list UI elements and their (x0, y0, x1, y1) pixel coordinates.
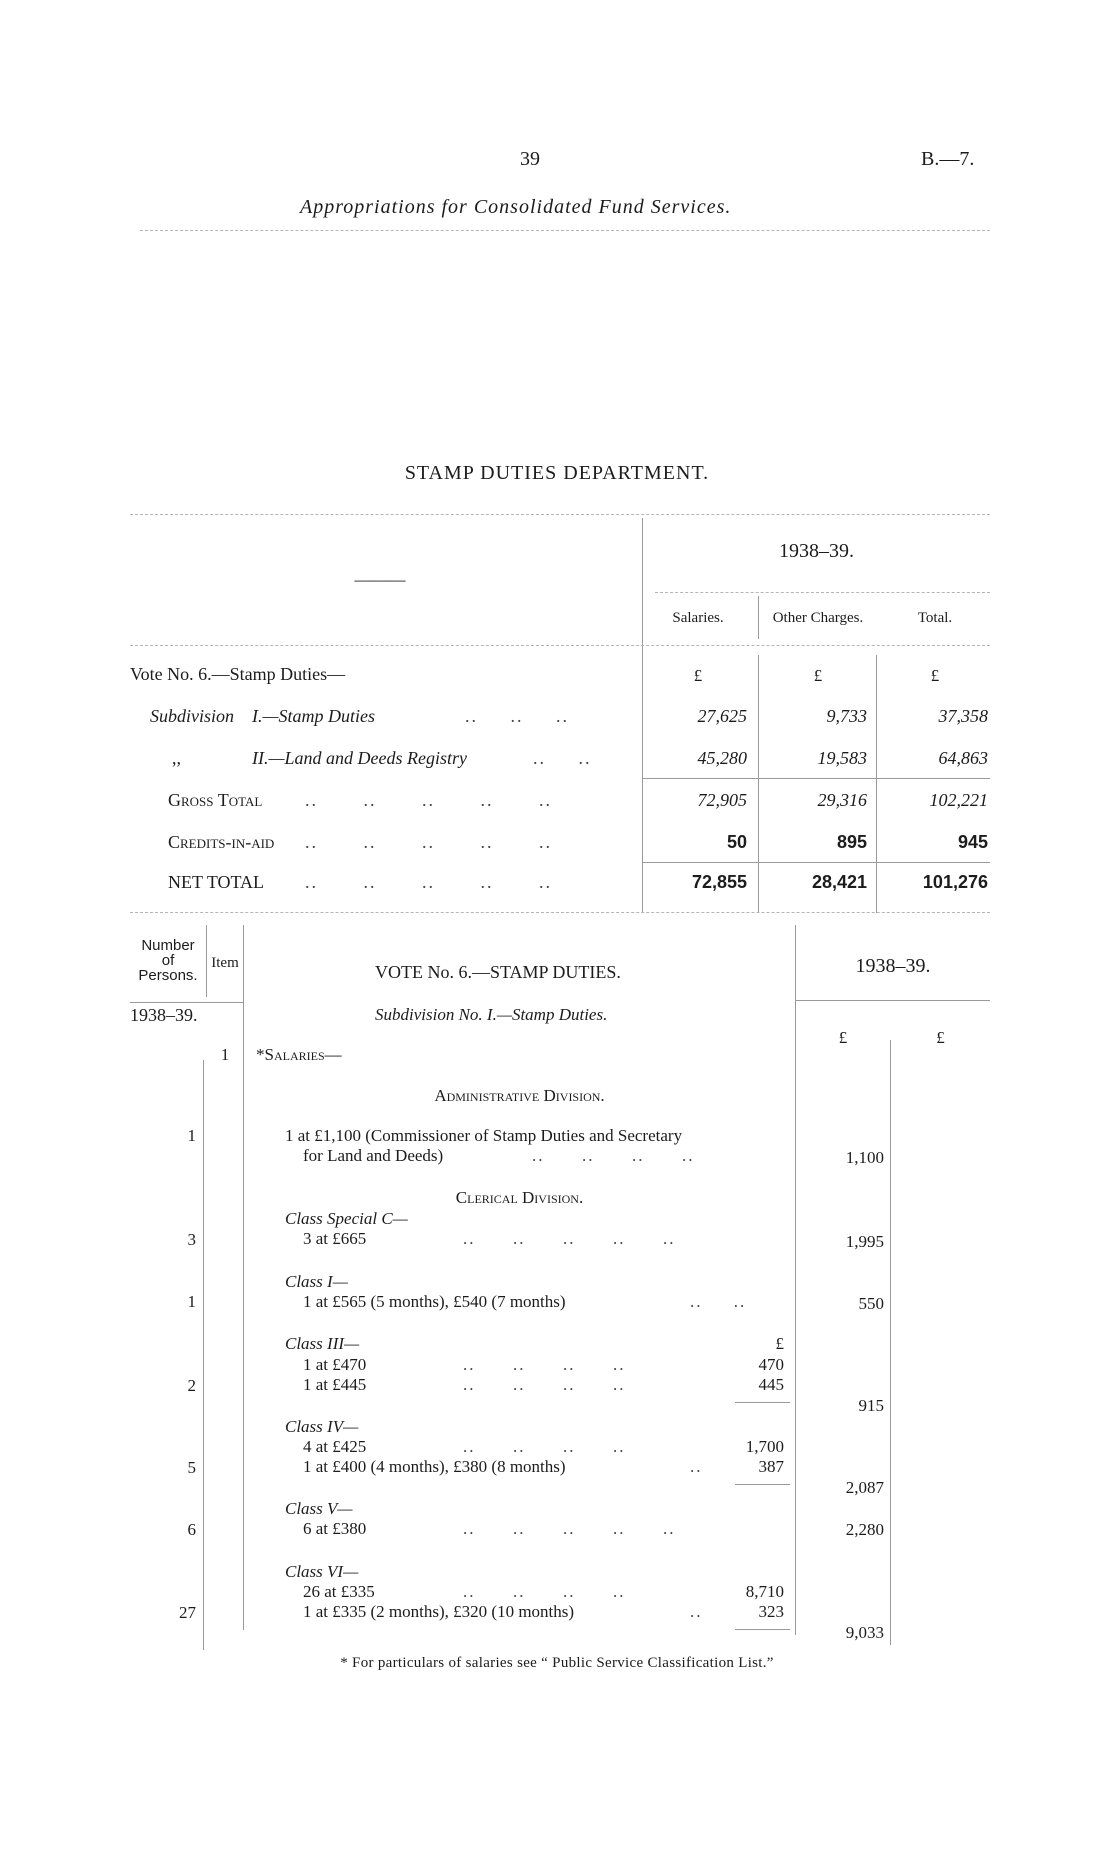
class-line: 1 at £400 (4 months), £380 (8 months) (303, 1457, 566, 1476)
footnote: * For particulars of salaries see “ Public Service Classification List.” (340, 1655, 774, 1671)
amount: 2,087 (845, 1478, 884, 1497)
class-line: 1 at £565 (5 months), £540 (7 months) (303, 1292, 566, 1311)
inner-amount: 323 (758, 1602, 784, 1621)
persons-count: 2 (187, 1376, 196, 1395)
persons-count: 5 (187, 1458, 196, 1477)
subdivision-title: Subdivision No. I.—Stamp Duties. (375, 1005, 608, 1024)
page-title: Appropriations for Consolidated Fund Services. (300, 196, 732, 218)
class-line: 1 at £335 (2 months), £320 (10 months) (303, 1602, 575, 1621)
value-total: 945 (957, 832, 988, 852)
class-heading: Class Special C— (285, 1209, 408, 1228)
persons-count: 27 (179, 1603, 196, 1622)
clerical-division: Clerical Division. (455, 1188, 584, 1207)
ditto-mark: ,, (172, 748, 181, 768)
amount: 2,280 (845, 1520, 884, 1539)
inner-amount: 445 (758, 1375, 784, 1394)
value-salaries: 72,855 (691, 872, 747, 892)
currency-total: £ (930, 666, 940, 685)
amount: 1,100 (845, 1148, 884, 1167)
class-heading: Class I— (285, 1272, 348, 1291)
col-salaries: Salaries. (672, 610, 724, 626)
value-salaries: 45,280 (697, 748, 747, 768)
amount: 915 (858, 1396, 884, 1415)
vote-label: Vote No. 6.—Stamp Duties— (130, 664, 346, 684)
inner-amount: 387 (758, 1457, 784, 1476)
class-heading: Class III— (285, 1334, 360, 1353)
persons-year: 1938–39. (130, 1005, 198, 1025)
row-label: I.—Stamp Duties (252, 706, 375, 726)
document-code: B.—7. (921, 148, 975, 170)
row-label: II.—Land and Deeds Registry (252, 748, 467, 768)
class-heading: Class VI— (285, 1562, 359, 1581)
detail-currency-1: £ (838, 1028, 848, 1047)
persons-count: 6 (187, 1520, 196, 1539)
summary-stub-blank: ——— (354, 570, 406, 589)
class-line: 3 at £665 (303, 1229, 367, 1248)
vote-title: VOTE No. 6.—STAMP DUTIES. (375, 962, 621, 982)
persons-count: 3 (187, 1230, 196, 1249)
net-total-label: NET TOTAL (168, 872, 265, 892)
inner-amount: 8,710 (745, 1582, 784, 1601)
administrative-division: Administrative Division. (434, 1086, 605, 1105)
class-line: 1 at £470 (303, 1355, 367, 1374)
page-number: 39 (520, 148, 540, 170)
currency-other: £ (813, 666, 823, 685)
class-line: 6 at £380 (303, 1519, 367, 1538)
col-number-of-persons: Number of Persons. (138, 937, 198, 984)
value-salaries: 50 (726, 832, 747, 852)
admin-line: for Land and Deeds) (303, 1146, 444, 1165)
header-rule (140, 230, 990, 231)
value-total: 102,221 (929, 790, 988, 810)
class-line: 1 at £445 (303, 1375, 367, 1394)
value-total: 101,276 (922, 872, 988, 892)
class-line: 26 at £335 (303, 1582, 375, 1601)
amount: 550 (858, 1294, 884, 1313)
col-other-charges: Other Charges. (772, 610, 864, 626)
value-total: 64,863 (938, 748, 988, 768)
inner-currency: £ (775, 1334, 784, 1353)
class-line: 4 at £425 (303, 1437, 367, 1456)
detail-year: 1938–39. (855, 955, 931, 977)
summary-year: 1938–39. (779, 540, 854, 562)
item-number: 1 (220, 1045, 230, 1064)
inner-amount: 470 (758, 1355, 784, 1374)
class-heading: Class IV— (285, 1417, 359, 1436)
amount: 1,995 (845, 1232, 884, 1251)
col-total: Total. (917, 610, 953, 626)
department-title: STAMP DUTIES DEPARTMENT. (404, 462, 710, 484)
detail-currency-2: £ (936, 1028, 945, 1047)
gross-total-label: Gross Total (168, 790, 263, 810)
col-item: Item (211, 955, 239, 971)
value-other: 28,421 (811, 872, 867, 892)
persons-count: 1 (187, 1292, 196, 1311)
inner-amount: 1,700 (745, 1437, 784, 1456)
value-other: 19,583 (817, 748, 867, 768)
value-salaries: 72,905 (697, 790, 747, 810)
subdivision-prefix: Subdivision (150, 706, 234, 726)
amount: 9,033 (845, 1623, 884, 1642)
admin-line: 1 at £1,100 (Commissioner of Stamp Duties and Secretary (285, 1126, 683, 1145)
persons-count: 1 (187, 1126, 196, 1145)
value-other: 9,733 (826, 706, 867, 726)
value-other: 29,316 (817, 790, 867, 810)
value-total: 37,358 (938, 706, 988, 726)
salaries-heading: *Salaries— (256, 1045, 342, 1064)
currency-salaries: £ (693, 666, 703, 685)
value-other: 895 (836, 832, 867, 852)
credits-in-aid-label: Credits-in-aid (168, 832, 275, 852)
value-salaries: 27,625 (697, 706, 747, 726)
class-heading: Class V— (285, 1499, 353, 1518)
